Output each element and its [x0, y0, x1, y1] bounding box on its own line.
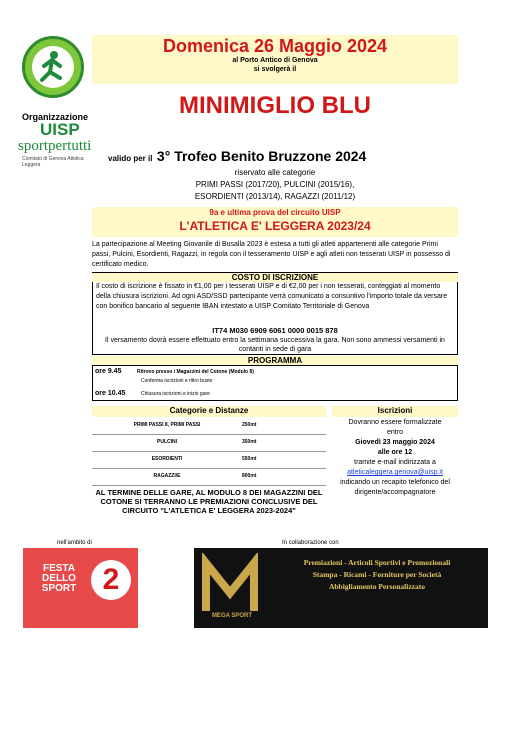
iscrizioni-line: indicando un recapito telefonico del dirigente/accompagnatore	[340, 479, 450, 496]
categorie-block	[92, 167, 458, 203]
festa-dello-sport-banner	[23, 548, 138, 628]
nellambito-label: nell'ambito di	[57, 540, 92, 546]
cat-name: PRIMI PASSI 8, PRIMI PASSI	[133, 422, 201, 428]
iscrizioni-deadline: Giovedì 23 maggio 2024	[355, 439, 435, 446]
runner-icon	[32, 46, 74, 88]
premiazioni-note: AL TERMINE DELLE GARE, AL MODULO 8 DEI MAGAZZINI DEL COTONE SI TERRANNO LE PREMIAZIONI CONCLUSIVE DEL CIRCUITO "L'ATLETICA E' LEGGERA 2023-2024"	[95, 488, 323, 515]
festa-number: 2	[91, 560, 131, 600]
venue-note: si svolgerà il	[253, 66, 297, 73]
programma-item: Ritrovo presso i Magazzini del Cotone (Modulo 8)	[137, 369, 254, 375]
uisp-logo: UISP	[40, 120, 80, 139]
programma-title: PROGRAMMA	[92, 356, 458, 365]
cat-dist: 250mt	[242, 422, 257, 428]
cat-dist: 350mt	[242, 439, 257, 445]
trofeo-prefix: valido per il	[108, 154, 153, 163]
programma-time: ore 9.45	[95, 368, 122, 375]
iscrizioni-time: alle ore 12	[377, 449, 413, 456]
mega-line: Abbigliamento Personalizzato	[328, 582, 426, 591]
programma-box	[92, 365, 458, 401]
intro-text: La partecipazione al Meeting Giovanile di Busalla 2023 è estesa a tutti gli atleti appartenenti alle categorie Primi passi, Pulcini, Esordienti, Ragazzi, in regola con il tesseramento UISP e agli atleti non tesserati UISP in possesso di certificato medico.	[92, 241, 451, 268]
mega-line: Premiazioni - Articoli Sportivi e Promozionali	[303, 558, 451, 567]
comitato-label: Comitato di Genova Atletica Leggera	[22, 156, 84, 168]
iscrizioni-line: tramite e-mail indirizzata a	[354, 459, 436, 466]
trofeo-name: 3° Trofeo Benito Bruzzone 2024	[156, 148, 367, 164]
iscrizioni-line: Dovranno essere formalizzate	[348, 419, 442, 426]
cat-name: PULCINI	[157, 439, 177, 445]
programma-time: ore 10.45	[95, 390, 126, 397]
iscrizioni-title: Iscrizioni	[332, 406, 458, 417]
venue: al Porto Antico di Genova	[232, 57, 318, 64]
circuito-line2: L'ATLETICA E' LEGGERA 2023/24	[179, 219, 371, 233]
circuito-line1: 9a e ultima prova del circuito UISP	[209, 208, 341, 217]
costo-title: COSTO DI ISCRIZIONE	[92, 273, 458, 282]
cat-dist: 550mt	[242, 456, 257, 462]
collab-label: In collaborazione con	[282, 540, 339, 546]
org-label: Organizzazione	[21, 112, 88, 122]
mega-sport-name: MEGA SPORT	[211, 613, 253, 619]
table-row	[92, 418, 326, 435]
categorie-line: ESORDIENTI (2013/14), RAGAZZI (2011/12)	[194, 192, 356, 201]
categorie-table-title: Categorie e Distanze	[92, 406, 326, 417]
cat-name: ESORDIENTI	[151, 456, 183, 462]
sportpertutti-logo: sportpertutti	[18, 138, 92, 154]
programma-item: Chiusura iscrizioni e inizio gare	[141, 391, 210, 397]
iscrizioni-line: entro	[387, 429, 403, 436]
iscrizioni-block	[332, 418, 458, 498]
mega-line: Stampa - Ricami - Forniture per Società	[312, 570, 442, 579]
table-row	[92, 452, 326, 469]
iban: IT74 M030 6909 6061 0000 0015 878	[212, 326, 338, 335]
categorie-intro: riservato alle categorie	[234, 168, 316, 177]
trofeo-line	[108, 148, 458, 166]
atletica-leggera-logo	[22, 36, 84, 98]
costo-note: Il versamento dovrà essere effettuato entro la settimana successiva la gara. Non sono ammessi versamenti in contanti in sede di gara	[105, 337, 445, 353]
email-link[interactable]: atleticaleggera.genova@uisp.it	[347, 469, 443, 476]
festa-text: FESTA DELLO SPORT	[41, 563, 77, 594]
programma-item: Conferma iscrizioni e ritiro buste	[141, 378, 213, 384]
costo-text: Il costo di iscrizione è fissato in €1,00 per i tesserati UISP e di €2,00 per i non tesserati, conteggiati al momento della chiusura iscrizioni. Ad ogni ASD/SSD partecipante verrà comunicato a consuntivo l'importo totale da versare con bonifico bancario al seguente IBAN intestato a UISP Comitato Territoriale di Genova	[96, 283, 448, 310]
cat-name: RAGAZZI/E	[153, 473, 181, 479]
event-date: Domenica 26 Maggio 2024	[162, 36, 388, 56]
categorie-line: PRIMI PASSI (2017/20), PULCINI (2015/16),	[195, 180, 355, 189]
event-title: MINIMIGLIO BLU	[179, 92, 371, 119]
mega-sport-banner	[194, 548, 488, 628]
table-row	[92, 469, 326, 486]
table-row	[92, 435, 326, 452]
cat-dist: 800mt	[242, 473, 257, 479]
